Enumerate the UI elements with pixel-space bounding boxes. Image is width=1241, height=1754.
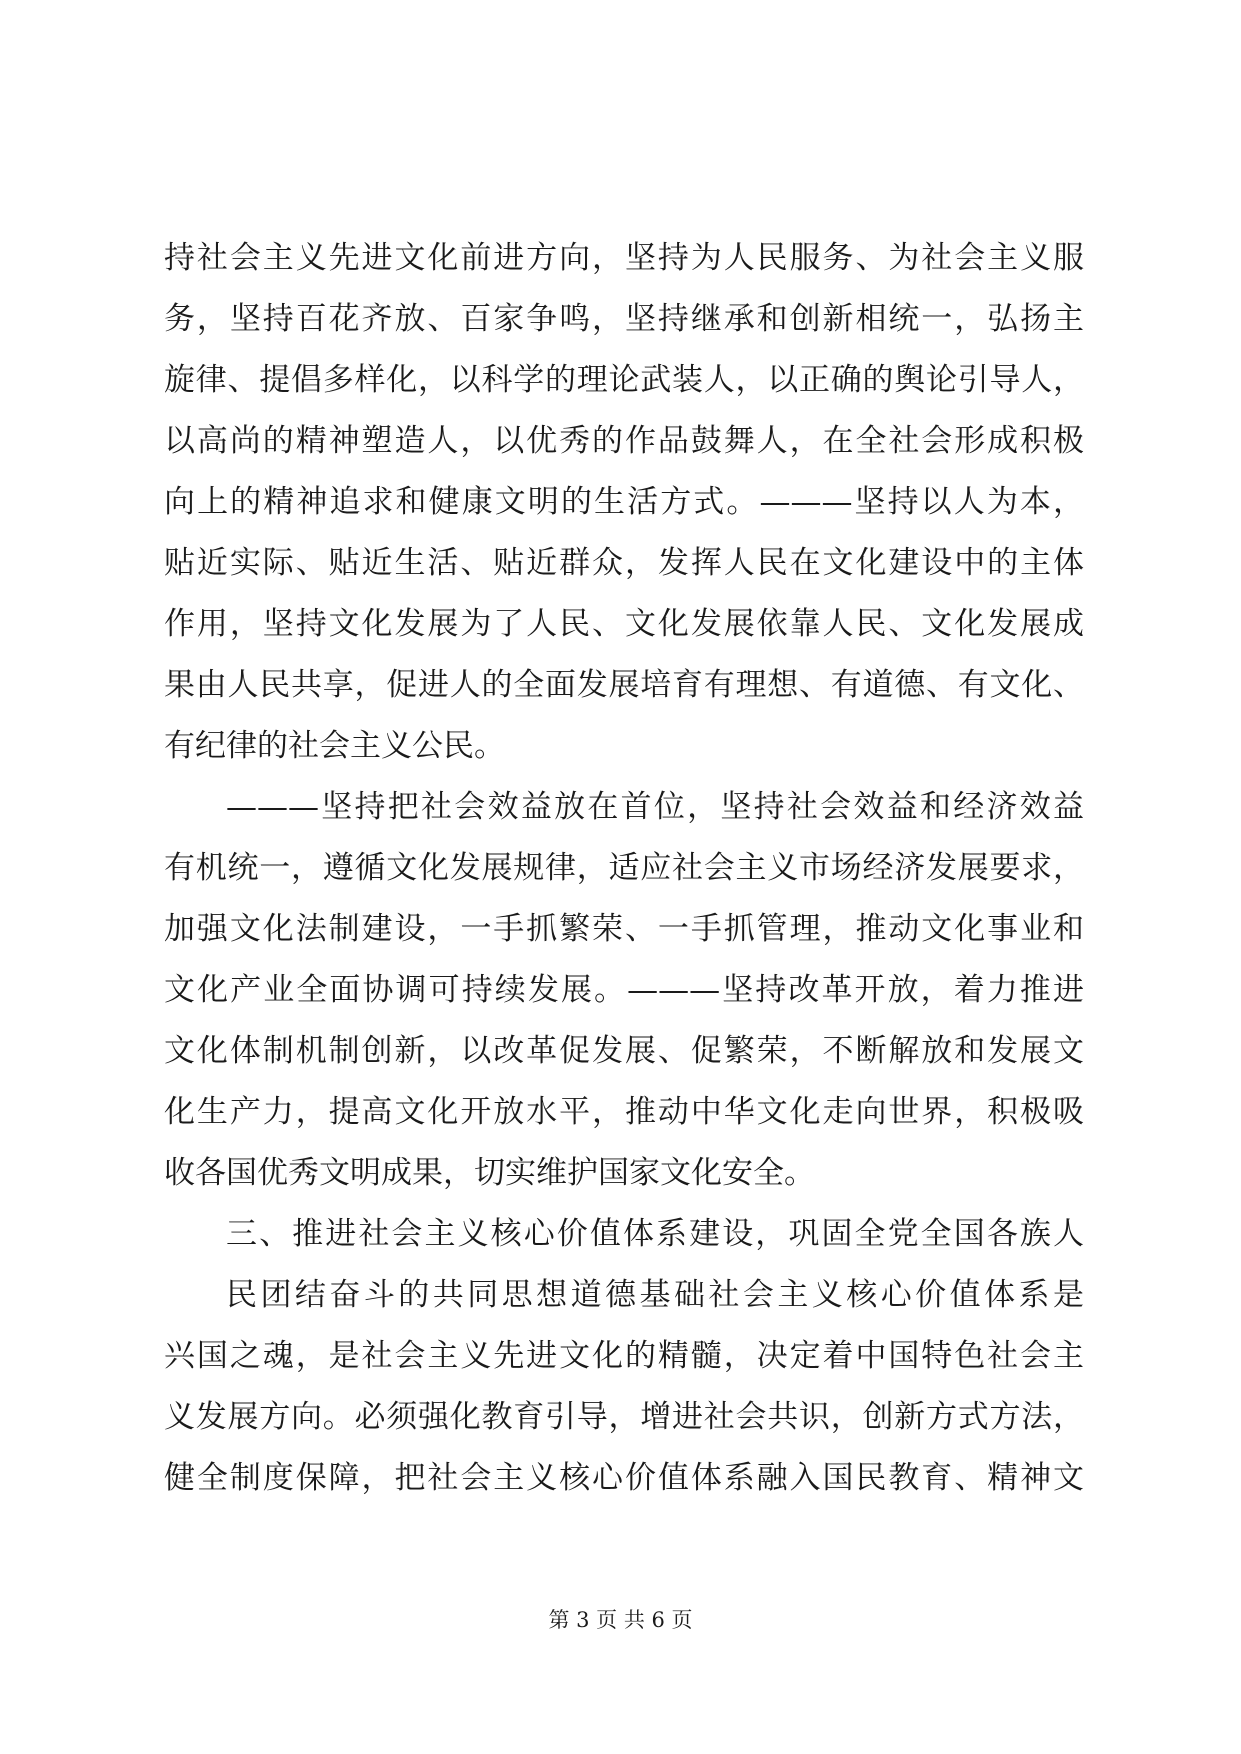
text-line: 务，坚持百花齐放、百家争鸣，坚持继承和创新相统一，弘扬主	[164, 301, 1084, 337]
section-heading: 三、推进社会主义核心价值体系建设，巩固全党全国各族人	[226, 1216, 1084, 1252]
text-line: 贴近实际、贴近生活、贴近群众，发挥人民在文化建设中的主体	[164, 545, 1084, 581]
text-line: 持社会主义先进文化前进方向，坚持为人民服务、为社会主义服	[164, 240, 1084, 276]
page-footer: 第 3 页 共 6 页	[548, 1608, 693, 1632]
text-line: 作用，坚持文化发展为了人民、文化发展依靠人民、文化发展成	[164, 606, 1084, 642]
text-line: 收各国优秀文明成果，切实维护国家文化安全。	[164, 1155, 815, 1191]
text-line: 义发展方向。必须强化教育引导，增进社会共识，创新方式方法，	[164, 1399, 1084, 1435]
text-line: ———坚持把社会效益放在首位，坚持社会效益和经济效益	[226, 789, 1084, 825]
text-line: 果由人民共享，促进人的全面发展培育有理想、有道德、有文化、	[164, 667, 1084, 703]
text-line: 化生产力，提高文化开放水平，推动中华文化走向世界，积极吸	[164, 1094, 1084, 1130]
text-line: 文化体制机制创新，以改革促发展、促繁荣，不断解放和发展文	[164, 1033, 1084, 1069]
text-line: 有机统一，遵循文化发展规律，适应社会主义市场经济发展要求，	[164, 850, 1084, 886]
text-line: 加强文化法制建设，一手抓繁荣、一手抓管理，推动文化事业和	[164, 911, 1084, 947]
text-line: 民团结奋斗的共同思想道德基础社会主义核心价值体系是	[226, 1277, 1084, 1313]
text-line: 兴国之魂，是社会主义先进文化的精髓，决定着中国特色社会主	[164, 1338, 1084, 1374]
text-line: 文化产业全面协调可持续发展。———坚持改革开放，着力推进	[164, 972, 1084, 1008]
text-line: 以高尚的精神塑造人，以优秀的作品鼓舞人，在全社会形成积极	[164, 423, 1084, 459]
text-line: 向上的精神追求和健康文明的生活方式。———坚持以人为本，	[164, 484, 1084, 520]
text-line: 有纪律的社会主义公民。	[164, 728, 505, 764]
body-text	[164, 228, 1084, 1509]
text-line: 健全制度保障，把社会主义核心价值体系融入国民教育、精神文	[164, 1460, 1084, 1496]
text-line: 旋律、提倡多样化，以科学的理论武装人，以正确的舆论引导人，	[164, 362, 1084, 398]
